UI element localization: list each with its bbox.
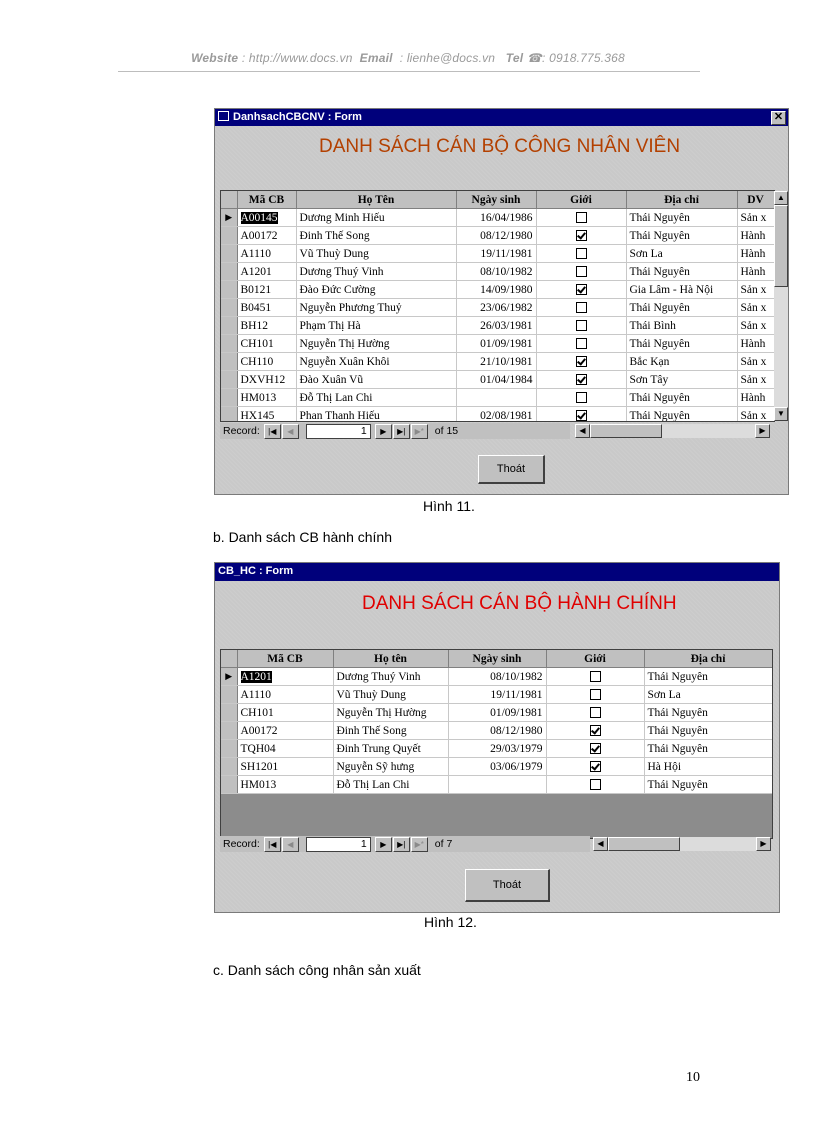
gioi-cell[interactable] (536, 263, 626, 281)
record-selector[interactable] (221, 407, 237, 423)
ho-ten-cell[interactable]: Đỗ Thị Lan Chi (333, 776, 448, 794)
table-row[interactable] (221, 227, 774, 245)
gioi-cell[interactable] (536, 209, 626, 227)
ma-cb-value: SH1201 (240, 760, 279, 773)
column-header[interactable]: Mã CB (237, 191, 296, 209)
table-row[interactable] (221, 263, 774, 281)
gioi-checkbox[interactable] (576, 410, 587, 421)
form-window-cbcnv (214, 108, 789, 495)
column-header[interactable]: DV (737, 191, 774, 209)
gioi-cell[interactable] (536, 227, 626, 245)
dia-chi-cell[interactable]: Sơn La (626, 245, 737, 263)
website-label: Website (191, 51, 239, 65)
gioi-checkbox[interactable] (576, 230, 587, 241)
ma-cb-value: HM013 (240, 391, 277, 404)
record-selector[interactable] (221, 281, 237, 299)
table-row[interactable] (221, 776, 772, 794)
table-row[interactable] (221, 758, 772, 776)
ma-cb-cell[interactable] (237, 668, 333, 686)
ma-cb-cell[interactable] (237, 209, 296, 227)
ma-cb-cell[interactable] (237, 299, 296, 317)
ho-ten-cell[interactable]: Nguyễn Phương Thuỷ (296, 299, 456, 317)
exit-button[interactable] (465, 869, 550, 902)
vertical-scrollbar[interactable] (774, 191, 788, 421)
scroll-up-icon[interactable]: ▲ (774, 191, 788, 205)
gioi-checkbox[interactable] (590, 725, 601, 736)
record-selector[interactable] (221, 227, 237, 245)
column-header[interactable]: Mã CB (237, 650, 333, 668)
record-selector[interactable] (221, 722, 237, 740)
ma-cb-value: CH101 (240, 706, 274, 719)
first-record-button[interactable]: |◀ (264, 424, 281, 439)
ngay-sinh-cell[interactable]: 23/06/1982 (456, 299, 536, 317)
record-selector[interactable] (221, 317, 237, 335)
dv-cell[interactable]: Hành (737, 245, 774, 263)
email-label: Email (359, 51, 393, 65)
prev-record-button[interactable]: ◀ (282, 837, 299, 852)
gioi-cell[interactable] (536, 389, 626, 407)
gioi-checkbox[interactable] (590, 689, 601, 700)
ho-ten-cell[interactable]: Đinh Trung Quyết (333, 740, 448, 758)
table-row[interactable] (221, 317, 774, 335)
table-row[interactable] (221, 245, 774, 263)
gioi-cell[interactable] (546, 722, 644, 740)
window-title: DanhsachCBCNV : Form (233, 111, 362, 123)
new-record-button[interactable]: ▶* (411, 424, 428, 439)
ho-ten-cell[interactable]: Phạm Thị Hà (296, 317, 456, 335)
next-record-button[interactable]: ▶ (375, 837, 392, 852)
ngay-sinh-cell[interactable]: 08/10/1982 (456, 263, 536, 281)
gioi-cell[interactable] (536, 335, 626, 353)
gioi-cell[interactable] (536, 407, 626, 423)
column-header[interactable]: Họ Tên (296, 191, 456, 209)
ngay-sinh-cell[interactable]: 01/04/1984 (456, 371, 536, 389)
gioi-checkbox[interactable] (576, 392, 587, 403)
datasheet-grid (220, 649, 773, 839)
gioi-cell[interactable] (536, 371, 626, 389)
dia-chi-cell[interactable]: Thái Nguyên (644, 668, 772, 686)
current-record-icon[interactable]: ▶ (221, 668, 237, 686)
ma-cb-cell[interactable] (237, 335, 296, 353)
scroll-right-icon[interactable]: ▶ (756, 837, 771, 851)
ngay-sinh-cell[interactable]: 19/11/1981 (448, 686, 546, 704)
dv-cell[interactable]: Sản x (737, 281, 774, 299)
dia-chi-cell[interactable]: Thái Nguyên (626, 389, 737, 407)
gioi-cell[interactable] (536, 281, 626, 299)
ngay-sinh-cell[interactable]: 16/04/1986 (456, 209, 536, 227)
dv-cell[interactable]: Sản x (737, 407, 774, 423)
form-icon (218, 111, 229, 121)
dia-chi-cell[interactable]: Thái Nguyên (644, 776, 772, 794)
table-row[interactable] (221, 371, 774, 389)
last-record-button[interactable]: ▶| (393, 424, 410, 439)
gioi-checkbox[interactable] (576, 320, 587, 331)
dia-chi-cell[interactable]: Gia Lâm - Hà Nội (626, 281, 737, 299)
dv-cell[interactable]: Hành (737, 335, 774, 353)
table-header-row (221, 650, 772, 668)
ma-cb-value: A00172 (240, 724, 278, 737)
scroll-thumb[interactable] (774, 205, 788, 287)
gioi-cell[interactable] (536, 245, 626, 263)
records-table (221, 191, 775, 422)
record-navigator (220, 423, 570, 439)
ngay-sinh-cell[interactable]: 19/11/1981 (456, 245, 536, 263)
gioi-checkbox[interactable] (576, 356, 587, 367)
prev-record-button[interactable]: ◀ (282, 424, 299, 439)
ma-cb-value: CH110 (240, 355, 274, 368)
dia-chi-cell[interactable]: Thái Nguyên (626, 263, 737, 281)
ngay-sinh-cell[interactable]: 08/12/1980 (456, 227, 536, 245)
window-titlebar (215, 563, 779, 581)
ho-ten-cell[interactable]: Vũ Thuỳ Dung (296, 245, 456, 263)
table-row[interactable] (221, 209, 774, 227)
ma-cb-cell[interactable] (237, 407, 296, 423)
ma-cb-value: A1201 (240, 670, 272, 683)
record-selector[interactable] (221, 299, 237, 317)
ho-ten-cell[interactable]: Đinh Thế Song (296, 227, 456, 245)
ngay-sinh-cell[interactable]: 01/09/1981 (448, 704, 546, 722)
ho-ten-cell[interactable]: Nguyễn Xuân Khôi (296, 353, 456, 371)
ma-cb-value: B0451 (240, 301, 272, 314)
gioi-checkbox[interactable] (590, 671, 601, 682)
close-button[interactable]: ✕ (771, 111, 786, 125)
current-record-icon[interactable]: ▶ (221, 209, 237, 227)
gioi-cell[interactable] (536, 317, 626, 335)
gioi-checkbox[interactable] (576, 266, 587, 277)
record-count: of 15 (434, 425, 459, 437)
datasheet-grid (220, 190, 775, 422)
ma-cb-cell[interactable] (237, 758, 333, 776)
column-header[interactable]: Địa chỉ (626, 191, 737, 209)
horizontal-scrollbar[interactable] (575, 424, 770, 438)
ma-cb-value: HM013 (240, 778, 277, 791)
form-window-cbhc (214, 562, 780, 913)
dia-chi-cell[interactable]: Thái Nguyên (626, 335, 737, 353)
ho-ten-cell[interactable]: Nguyễn Thị Hường (296, 335, 456, 353)
column-header[interactable]: Ngày sinh (456, 191, 536, 209)
record-selector[interactable] (221, 740, 237, 758)
dv-cell[interactable]: Sản x (737, 317, 774, 335)
gioi-checkbox[interactable] (576, 302, 587, 313)
table-row[interactable] (221, 722, 772, 740)
gioi-cell[interactable] (546, 686, 644, 704)
ma-cb-value: TQH04 (240, 742, 276, 755)
ma-cb-value: A1110 (240, 247, 271, 260)
dia-chi-cell[interactable]: Thái Nguyên (626, 407, 737, 423)
gioi-cell[interactable] (536, 353, 626, 371)
gioi-cell[interactable] (546, 776, 644, 794)
ma-cb-cell[interactable] (237, 704, 333, 722)
gioi-cell[interactable] (546, 758, 644, 776)
ma-cb-value: BH12 (240, 319, 268, 332)
ngay-sinh-cell[interactable]: 26/03/1981 (456, 317, 536, 335)
ma-cb-value: A1110 (240, 688, 271, 701)
header-divider (118, 71, 700, 72)
table-row[interactable] (221, 299, 774, 317)
column-header[interactable]: Giới (546, 650, 644, 668)
first-record-button[interactable]: |◀ (264, 837, 281, 852)
gioi-checkbox[interactable] (576, 284, 587, 295)
dia-chi-cell[interactable]: Thái Nguyên (644, 722, 772, 740)
section-heading: c. Danh sách công nhân sản xuất (213, 962, 421, 978)
ma-cb-cell[interactable] (237, 722, 333, 740)
record-number-input[interactable]: 1 (306, 837, 371, 852)
record-selector[interactable] (221, 353, 237, 371)
form-heading: DANH SÁCH CÁN BỘ CÔNG NHÂN VIÊN (319, 136, 681, 157)
record-selector[interactable] (221, 335, 237, 353)
ma-cb-cell[interactable] (237, 389, 296, 407)
ho-ten-cell[interactable]: Đào Xuân Vũ (296, 371, 456, 389)
ma-cb-cell[interactable] (237, 740, 333, 758)
record-selector[interactable] (221, 371, 237, 389)
ma-cb-value: CH101 (240, 337, 274, 350)
dv-cell[interactable]: Hành (737, 227, 774, 245)
exit-button[interactable] (478, 455, 545, 484)
page-number: 10 (686, 1070, 700, 1085)
tel-label: Tel (505, 51, 524, 65)
ngay-sinh-cell[interactable] (448, 776, 546, 794)
dv-cell[interactable]: Sản x (737, 371, 774, 389)
gioi-checkbox[interactable] (590, 761, 601, 772)
dia-chi-cell[interactable]: Sơn Tây (626, 371, 737, 389)
ho-ten-cell[interactable]: Vũ Thuỳ Dung (333, 686, 448, 704)
gioi-checkbox[interactable] (590, 779, 601, 790)
table-row[interactable] (221, 407, 774, 423)
ma-cb-cell[interactable] (237, 776, 333, 794)
figure-caption: Hình 12. (424, 914, 477, 930)
ngay-sinh-cell[interactable]: 08/12/1980 (448, 722, 546, 740)
dia-chi-cell[interactable]: Thái Nguyên (626, 299, 737, 317)
window-title: CB_HC : Form (218, 565, 294, 577)
ma-cb-cell[interactable] (237, 686, 333, 704)
ma-cb-value: HX145 (240, 409, 275, 422)
table-header-row (221, 191, 774, 209)
dia-chi-cell[interactable]: Hà Hội (644, 758, 772, 776)
column-header[interactable]: Địa chỉ (644, 650, 772, 668)
ma-cb-cell[interactable] (237, 281, 296, 299)
page-header (0, 51, 816, 65)
dia-chi-cell[interactable]: Thái Nguyên (626, 227, 737, 245)
ngay-sinh-cell[interactable]: 29/03/1979 (448, 740, 546, 758)
website-value: : http://www.docs.vn (241, 51, 353, 65)
ma-cb-cell[interactable] (237, 317, 296, 335)
dv-cell[interactable]: Sản x (737, 353, 774, 371)
scroll-left-icon[interactable]: ◀ (593, 837, 608, 851)
column-header[interactable]: Họ tên (333, 650, 448, 668)
record-selector[interactable] (221, 245, 237, 263)
ho-ten-cell[interactable]: Nguyễn Thị Hường (333, 704, 448, 722)
dia-chi-cell[interactable]: Bắc Kạn (626, 353, 737, 371)
dia-chi-cell[interactable]: Thái Nguyên (644, 704, 772, 722)
record-count: of 7 (434, 838, 453, 850)
exit-button-label: Thoát (496, 463, 526, 475)
ngay-sinh-cell[interactable]: 08/10/1982 (448, 668, 546, 686)
new-record-button[interactable]: ▶* (411, 837, 428, 852)
record-selector[interactable] (221, 776, 237, 794)
record-label: Record: (223, 838, 260, 850)
ngay-sinh-cell[interactable]: 14/09/1980 (456, 281, 536, 299)
scroll-thumb[interactable] (590, 424, 662, 438)
ma-cb-cell[interactable] (237, 353, 296, 371)
table-row[interactable] (221, 353, 774, 371)
scroll-left-icon[interactable]: ◀ (575, 424, 590, 438)
ma-cb-cell[interactable] (237, 227, 296, 245)
scroll-thumb[interactable] (608, 837, 680, 851)
record-selector[interactable] (221, 686, 237, 704)
ngay-sinh-cell[interactable]: 21/10/1981 (456, 353, 536, 371)
record-selector[interactable] (221, 758, 237, 776)
table-row[interactable] (221, 740, 772, 758)
gioi-cell[interactable] (546, 740, 644, 758)
ma-cb-value: A00145 (240, 211, 278, 224)
ho-ten-cell[interactable]: Đinh Thế Song (333, 722, 448, 740)
ngay-sinh-cell[interactable] (456, 389, 536, 407)
gioi-checkbox[interactable] (576, 212, 587, 223)
next-record-button[interactable]: ▶ (375, 424, 392, 439)
table-row[interactable] (221, 686, 772, 704)
table-row[interactable] (221, 281, 774, 299)
gioi-cell[interactable] (546, 668, 644, 686)
ho-ten-cell[interactable]: Dương Thuý Vinh (333, 668, 448, 686)
ho-ten-cell[interactable]: Dương Thuý Vinh (296, 263, 456, 281)
table-row[interactable] (221, 335, 774, 353)
ngay-sinh-cell[interactable]: 02/08/1981 (456, 407, 536, 423)
scroll-right-icon[interactable]: ▶ (755, 424, 770, 438)
dia-chi-cell[interactable]: Thái Nguyên (626, 209, 737, 227)
ma-cb-cell[interactable] (237, 245, 296, 263)
horizontal-scrollbar[interactable] (593, 837, 771, 851)
dv-cell[interactable]: Hành (737, 263, 774, 281)
dv-cell[interactable]: Hành (737, 389, 774, 407)
gioi-cell[interactable] (546, 704, 644, 722)
window-titlebar (215, 109, 788, 126)
ngay-sinh-cell[interactable]: 03/06/1979 (448, 758, 546, 776)
exit-button-label: Thoát (492, 879, 522, 891)
ma-cb-value: DXVH12 (240, 373, 286, 386)
records-table (221, 650, 773, 794)
table-row[interactable] (221, 704, 772, 722)
dia-chi-cell[interactable]: Thái Bình (626, 317, 737, 335)
ma-cb-cell[interactable] (237, 371, 296, 389)
scroll-down-icon[interactable]: ▼ (774, 407, 788, 421)
dia-chi-cell[interactable]: Sơn La (644, 686, 772, 704)
ho-ten-cell[interactable]: Đỗ Thị Lan Chi (296, 389, 456, 407)
ma-cb-value: B0121 (240, 283, 272, 296)
record-navigator (220, 836, 590, 852)
record-selector[interactable] (221, 389, 237, 407)
gioi-checkbox[interactable] (576, 248, 587, 259)
gioi-checkbox[interactable] (576, 338, 587, 349)
ho-ten-cell[interactable]: Dương Minh Hiếu (296, 209, 456, 227)
column-header[interactable]: Ngày sinh (448, 650, 546, 668)
ma-cb-value: A00172 (240, 229, 278, 242)
gioi-checkbox[interactable] (590, 707, 601, 718)
tel-value: : 0918.775.368 (542, 51, 625, 65)
section-heading: b. Danh sách CB hành chính (213, 529, 393, 545)
ma-cb-cell[interactable] (237, 263, 296, 281)
ngay-sinh-cell[interactable]: 01/09/1981 (456, 335, 536, 353)
record-label: Record: (223, 425, 260, 437)
record-selector[interactable] (221, 704, 237, 722)
dia-chi-cell[interactable]: Thái Nguyên (644, 740, 772, 758)
table-row[interactable] (221, 668, 772, 686)
dv-cell[interactable]: Sản x (737, 299, 774, 317)
ma-cb-value: A1201 (240, 265, 272, 278)
ho-ten-cell[interactable]: Đào Đức Cường (296, 281, 456, 299)
dv-cell[interactable]: Sản x (737, 209, 774, 227)
email-value: : lienhe@docs.vn (399, 51, 496, 65)
figure-caption: Hình 11. (423, 498, 475, 514)
gioi-checkbox[interactable] (590, 743, 601, 754)
form-heading: DANH SÁCH CÁN BỘ HÀNH CHÍNH (362, 593, 677, 614)
record-number-input[interactable]: 1 (306, 424, 371, 439)
last-record-button[interactable]: ▶| (393, 837, 410, 852)
table-row[interactable] (221, 389, 774, 407)
gioi-checkbox[interactable] (576, 374, 587, 385)
ho-ten-cell[interactable]: Phan Thanh Hiếu (296, 407, 456, 423)
gioi-cell[interactable] (536, 299, 626, 317)
record-selector[interactable] (221, 263, 237, 281)
column-header[interactable]: Giới (536, 191, 626, 209)
ho-ten-cell[interactable]: Nguyễn Sỹ hưng (333, 758, 448, 776)
phone-icon: ☎ (526, 51, 542, 65)
